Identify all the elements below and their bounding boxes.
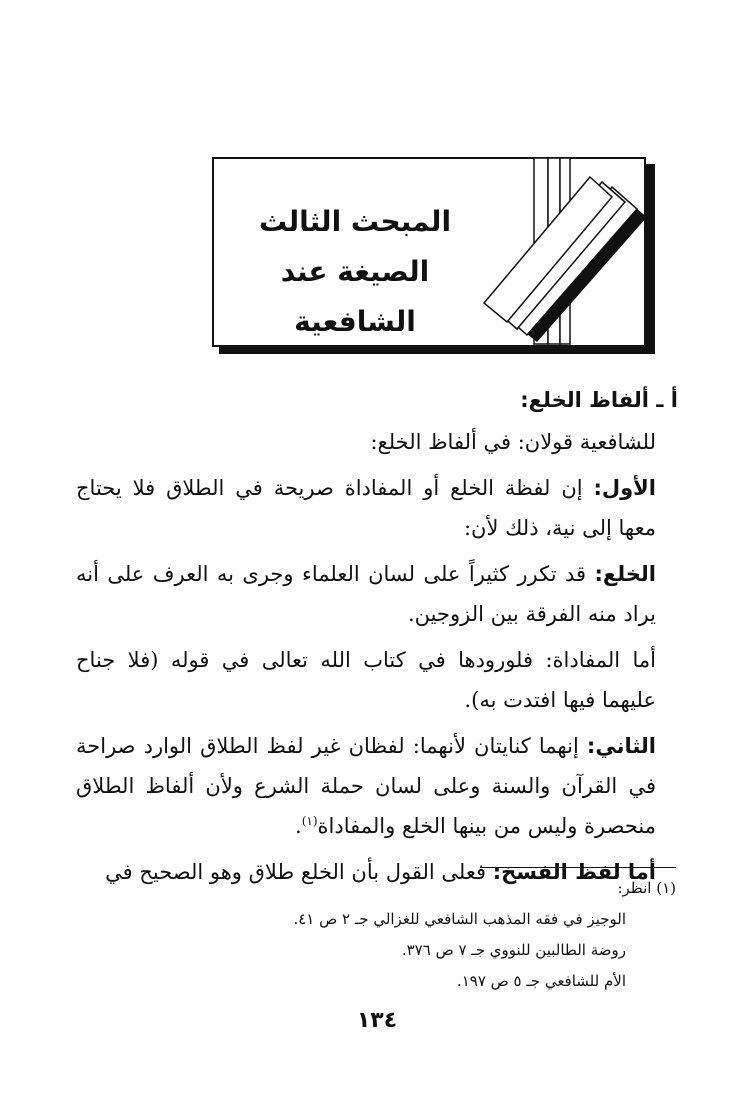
- footnote-separator: [480, 867, 676, 868]
- section-heading: أ ـ ألفاظ الخلع:: [520, 388, 678, 412]
- first-opinion-text: إن لفظة الخلع أو المفاداة صريحة في الطلاق فلا يحتاج معها إلى نية، ذلك لأن:: [76, 476, 656, 540]
- footnote-ref: الوجيز في فقه المذهب الشافعي للغزالي جـ ٢ ص ٤١.: [293, 910, 626, 928]
- paragraph-khul: [76, 554, 678, 634]
- footnote-marker: (١): [301, 814, 318, 828]
- footnote-header: [76, 873, 676, 904]
- second-opinion-end: .: [295, 814, 302, 838]
- paragraph-intro: للشافعية قولان: في ألفاظ الخلع:: [370, 430, 656, 454]
- footnotes: [76, 873, 676, 997]
- paragraph-second-opinion: [76, 726, 678, 846]
- term-khul: الخلع:: [594, 562, 656, 586]
- faskh-text: فعلى القول بأن الخلع طلاق وهو الصحيح في: [105, 860, 493, 884]
- body-text: [76, 378, 678, 898]
- footnote-number: (١): [656, 879, 676, 897]
- chapter-title-line2: الصيغة عند الشافعية: [280, 255, 430, 338]
- footnote-ref: روضة الطالبين للنووي جـ ٧ ص ٣٧٦.: [401, 941, 626, 959]
- footnote-ref: الأم للشافعي جـ ٥ ص ١٩٧.: [456, 972, 626, 990]
- second-opinion-text: إنهما كنايتان لأنهما: لفظان غير لفظ الطلاق الوارد صراحة في القرآن والسنة وعلى لسان حملة الشرع ولأن ألفاظ الطلاق منحصرة وليس من بينها الخلع والمفاداة: [76, 734, 656, 838]
- paragraph-mufada: أما المفاداة: فلورودها في كتاب الله تعالى في قوله (فلا جناح عليهما فيها افتدت به).: [76, 648, 656, 712]
- footnote-label: انظر:: [617, 879, 652, 897]
- chapter-title-frame: [212, 157, 650, 351]
- chapter-title-line1: المبحث الثالث: [258, 205, 452, 238]
- khul-text: قد تكرر كثيراً على لسان العلماء وجرى به العرف على أنه يراد منه الفرقة بين الزوجين.: [76, 562, 656, 626]
- paragraph-first-opinion: [76, 468, 678, 548]
- term-faskh: أما لفظ الفسخ:: [492, 860, 656, 884]
- term-second: الثاني:: [586, 734, 656, 758]
- term-first: الأول:: [593, 476, 656, 500]
- page-number: ١٣٤: [356, 1008, 398, 1033]
- frame-decoration-stripes: [462, 157, 652, 351]
- chapter-title: [220, 197, 490, 347]
